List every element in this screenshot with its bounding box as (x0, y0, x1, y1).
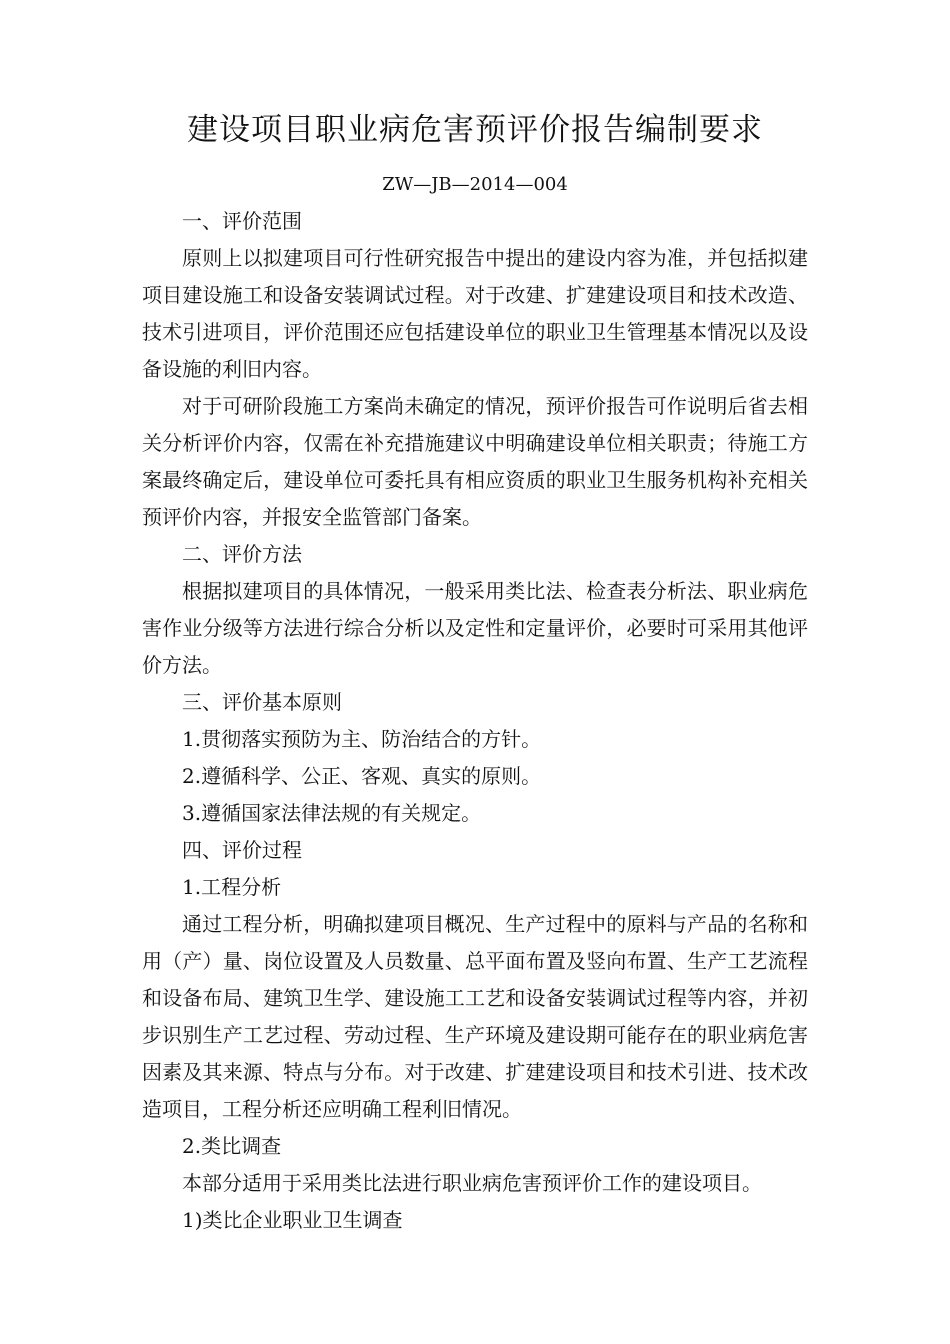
principle-item-1: 1.贯彻落实预防为主、防治结合的方针。 (182, 727, 542, 751)
document-code: ZW—JB—2014—004 (382, 174, 568, 195)
principle-item-2: 2.遵循科学、公正、客观、真实的原则。 (182, 764, 542, 788)
section-heading-method: 二、评价方法 (182, 542, 302, 566)
paragraph-method: 根据拟建项目的具体情况，一般采用类比法、检查表分析法、职业病危害作业分级等方法进行综合分析以及定性和定量评价，必要时可采用其他评价方法。 (142, 579, 808, 677)
section-heading-scope: 一、评价范围 (182, 209, 302, 233)
document-title: 建设项目职业病危害预评价报告编制要求 (187, 112, 763, 148)
section-heading-process: 四、评价过程 (182, 838, 302, 862)
subsection-heading-engineering-analysis: 1.工程分析 (182, 875, 282, 899)
subsection-heading-analogy-survey: 2.类比调查 (182, 1134, 282, 1158)
principle-item-3: 3.遵循国家法律法规的有关规定。 (182, 801, 482, 825)
document-body (142, 203, 808, 1239)
analogy-survey-item-1: 1)类比企业职业卫生调查 (182, 1208, 403, 1232)
section-heading-principles: 三、评价基本原则 (182, 690, 342, 714)
paragraph-analogy-survey: 本部分适用于采用类比法进行职业病危害预评价工作的建设项目。 (182, 1171, 762, 1195)
paragraph-scope-principle: 原则上以拟建项目可行性研究报告中提出的建设内容为准，并包括拟建项目建设施工和设备安装调试过程。对于改建、扩建建设项目和技术改造、技术引进项目，评价范围还应包括建设单位的职业卫生管理基本情况以及设备设施的利旧内容。 (142, 246, 808, 381)
paragraph-scope-construction: 对于可研阶段施工方案尚未确定的情况，预评价报告可作说明后省去相关分析评价内容，仅需在补充措施建议中明确建设单位相关职责；待施工方案最终确定后，建设单位可委托具有相应资质的职业卫生服务机构补充相关预评价内容，并报安全监管部门备案。 (142, 394, 808, 529)
paragraph-engineering-analysis: 通过工程分析，明确拟建项目概况、生产过程中的原料与产品的名称和用（产）量、岗位设置及人员数量、总平面布置及竖向布置、生产工艺流程和设备布局、建筑卫生学、建设施工工艺和设备安装调试过程等内容，并初步识别生产工艺过程、劳动过程、生产环境及建设期可能存在的职业病危害因素及其来源、特点与分布。对于改建、扩建建设项目和技术引进、技术改造项目，工程分析还应明确工程利旧情况。 (142, 912, 808, 1121)
